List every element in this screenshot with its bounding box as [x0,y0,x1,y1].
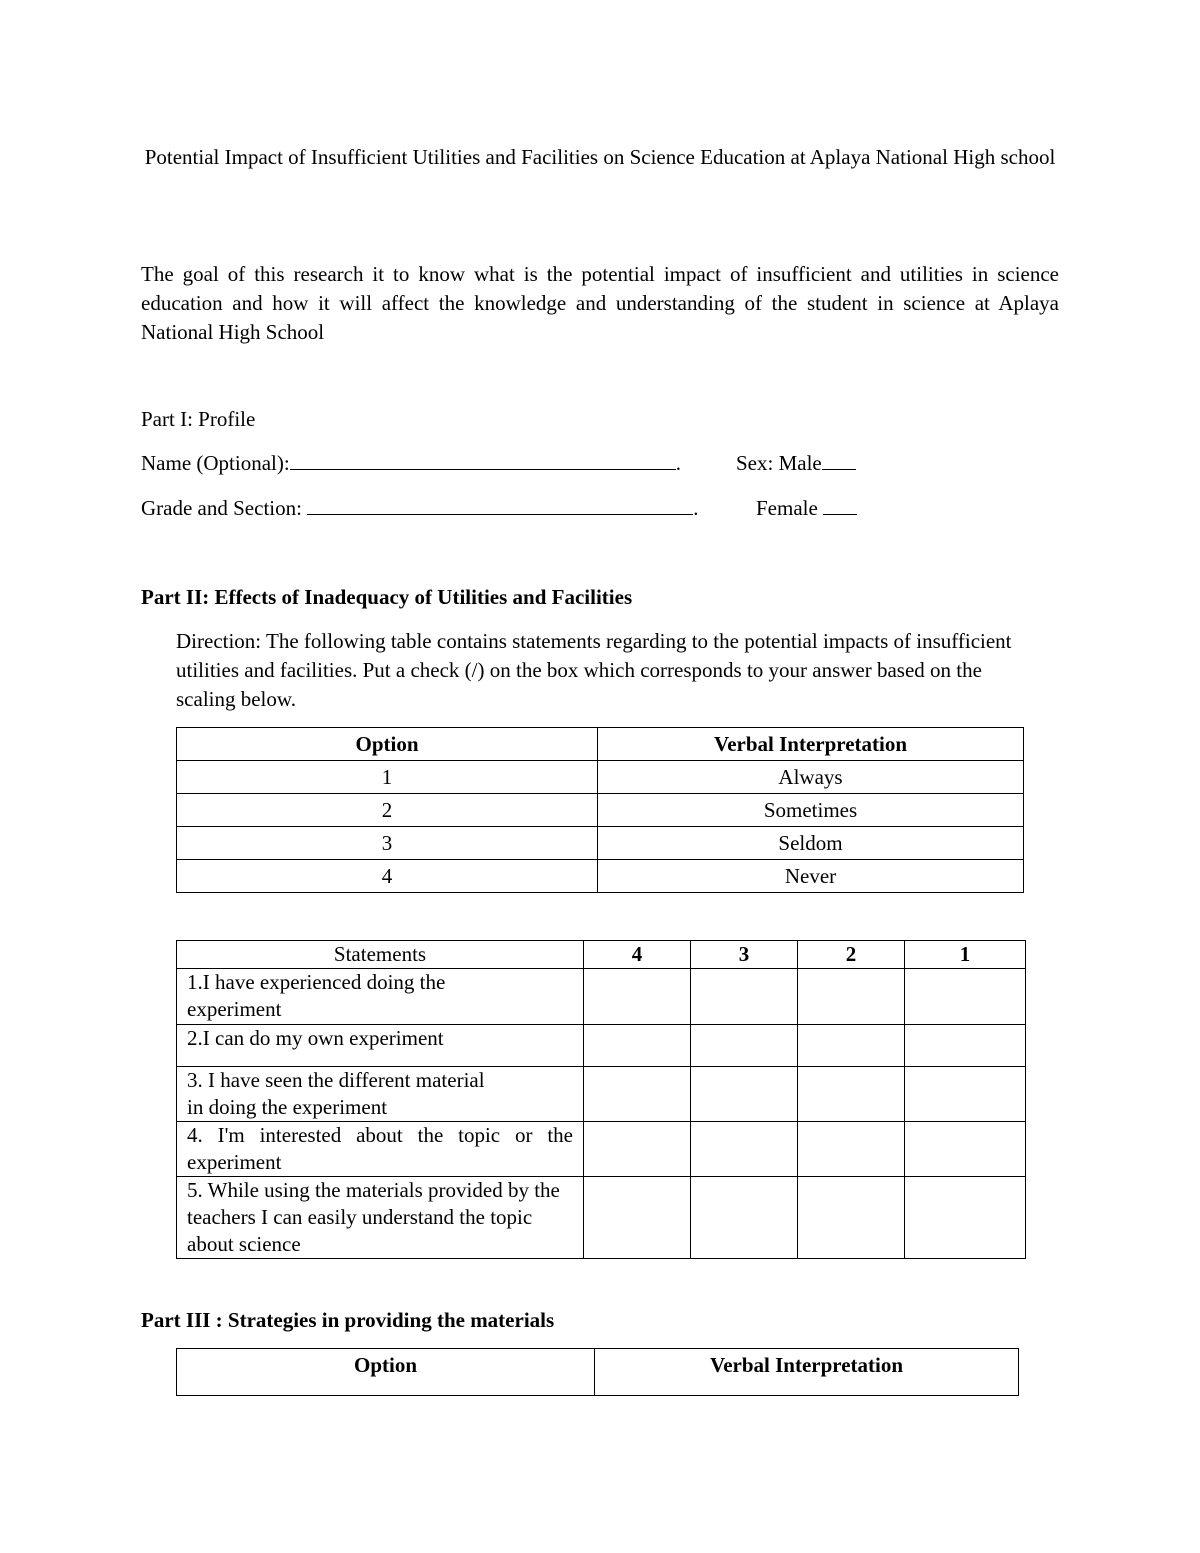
statement-text: 4. I'm interested about the topic or the experiment [177,1122,584,1177]
female-label: Female [756,496,818,520]
scale-option: 4 [177,860,598,893]
statement-text: 2.I can do my own experiment [177,1025,584,1067]
scale-verbal: Seldom [598,827,1024,860]
name-blank[interactable] [290,449,676,470]
name-label: Name (Optional): [141,451,290,475]
check-box-4[interactable] [584,1177,691,1259]
scale-option: 2 [177,794,598,827]
direction-text: Direction: The following table contains statements regarding to the potential impacts of insufficient utilities and facilities. Put a check (/) on the box which corresponds to your answer based on the scaling below. [176,629,1012,711]
check-box-2[interactable] [798,1067,905,1122]
scale-table [176,727,1024,893]
scale-header-row [177,728,1024,761]
grade-row: Grade and Section: . [141,496,699,520]
check-box-2[interactable] [798,1177,905,1259]
check-box-1[interactable] [905,1122,1026,1177]
check-box-1[interactable] [905,969,1026,1025]
statement-text: 1.I have experienced doing the experiment [177,969,584,1025]
scale-option: 1 [177,761,598,794]
scale-header-verbal: Verbal Interpretation [598,728,1024,761]
document-title: Potential Impact of Insufficient Utilities and Facilities on Science Education at Aplaya National High school [144,145,1056,169]
check-box-3[interactable] [691,969,798,1025]
grade-label: Grade and Section: [141,496,302,520]
statement-row [177,969,1026,1025]
check-box-4[interactable] [584,1122,691,1177]
statement-text: 5. While using the materials provided by the teachers I can easily understand the topic about science [177,1177,584,1259]
statements-table [176,940,1026,1259]
check-box-3[interactable] [691,1067,798,1122]
statement-row [177,1025,1026,1067]
scale-row [177,761,1024,794]
part1-heading: Part I: Profile [141,407,256,431]
scale-header-option: Option [177,728,598,761]
sex-male-label: Sex: Male [736,451,822,475]
check-box-1[interactable] [905,1177,1026,1259]
statements-header-row [177,941,1026,969]
statements-header: Statements [177,941,584,969]
scale-verbal: Never [598,860,1024,893]
check-box-1[interactable] [905,1067,1026,1122]
statement-row [177,1177,1026,1259]
rating-header-4: 4 [584,941,691,969]
check-box-4[interactable] [584,1025,691,1067]
male-blank[interactable] [822,449,856,470]
scale-row [177,794,1024,827]
statement-text: 3. I have seen the different material in doing the experiment [177,1067,584,1122]
check-box-2[interactable] [798,969,905,1025]
research-goal: The goal of this research it to know what is the potential impact of insufficient and utilities in science education and how it will affect the knowledge and understanding of the student in science at Aplaya National High School [141,262,1059,344]
sex-row [736,449,856,477]
rating-header-1: 1 [905,941,1026,969]
scale-row [177,827,1024,860]
strategies-header-verbal: Verbal Interpretation [595,1349,1019,1396]
rating-header-2: 2 [798,941,905,969]
female-blank[interactable] [823,494,857,515]
check-box-3[interactable] [691,1177,798,1259]
scale-row [177,860,1024,893]
check-box-4[interactable] [584,969,691,1025]
check-box-3[interactable] [691,1025,798,1067]
check-box-2[interactable] [798,1025,905,1067]
part3-heading: Part III : Strategies in providing the materials [141,1308,555,1332]
check-box-3[interactable] [691,1122,798,1177]
name-row: Name (Optional): . [141,451,681,475]
scale-verbal: Always [598,761,1024,794]
scale-verbal: Sometimes [598,794,1024,827]
check-box-4[interactable] [584,1067,691,1122]
check-box-2[interactable] [798,1122,905,1177]
statement-row [177,1067,1026,1122]
rating-header-3: 3 [691,941,798,969]
female-row [756,494,857,522]
part2-heading: Part II: Effects of Inadequacy of Utilities and Facilities [141,585,633,609]
check-box-1[interactable] [905,1025,1026,1067]
grade-blank[interactable] [307,494,693,515]
strategies-header-option: Option [177,1349,595,1396]
scale-option: 3 [177,827,598,860]
strategies-header-row [177,1349,1019,1396]
statement-row [177,1122,1026,1177]
strategies-table [176,1348,1019,1396]
